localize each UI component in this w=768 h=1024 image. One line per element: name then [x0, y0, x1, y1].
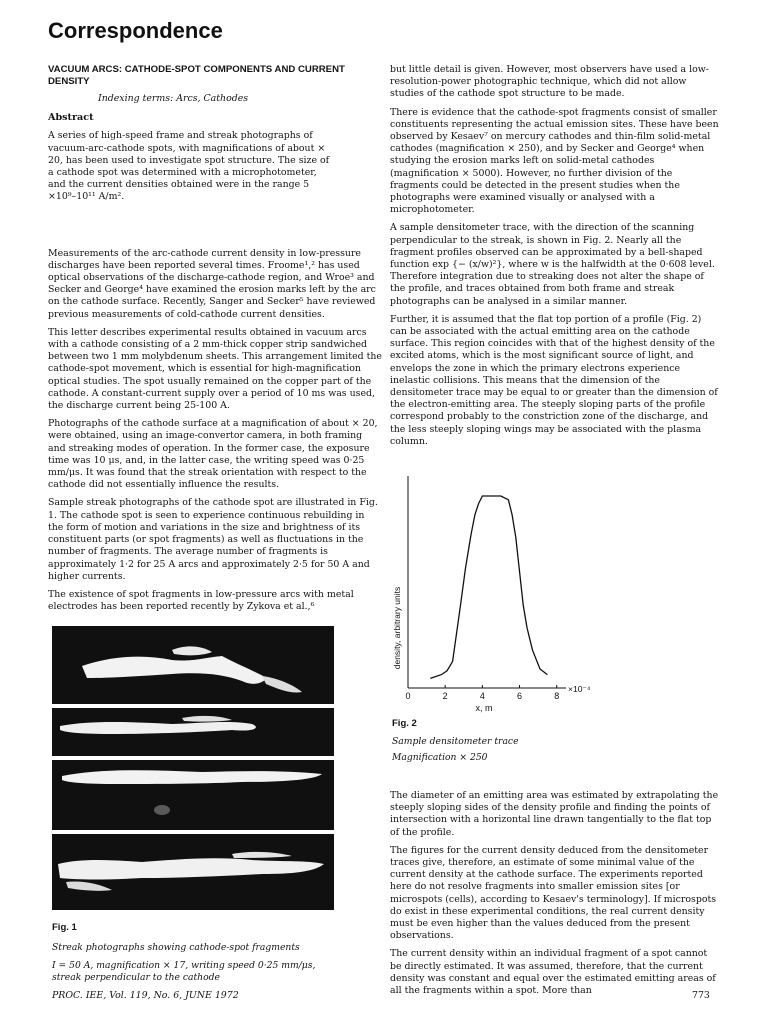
body-paragraph: Sample streak photographs of the cathode spot are illustrated in Fig. 1. The cathode spot is seen to experience continuous rebuilding in the form of motion and variations in the size and brightness of its constituent parts (or spot fragments) as well as fluctuations in the number of fragments. The average number of fragments is approximately 1·2 for 25 A arcs and approximately 2·5 for 50 A and higher currents. [48, 497, 378, 582]
body-paragraph: Measurements of the arc-cathode current density in low-pressure discharges have been reported several times. Froome¹,² has used optical observations of the discharge-cathode region, and Wroe³ and Secker and George⁴ have examined the erosion marks left by the arc on the cathode surface. Recently, Sanger and Secker⁵ have reviewed previous measurements of cold-cathode current densities. [48, 247, 376, 320]
streak-photo-1 [52, 626, 334, 704]
x-tick-label: 8 [554, 691, 560, 701]
article-title: VACUUM ARCS: CATHODE-SPOT COMPONENTS AND CURRENT DENSITY [48, 64, 345, 87]
body-paragraph: The existence of spot fragments in low-pressure arcs with metal electrodes has been reported recently by Zykova et al.,⁶ [48, 588, 354, 613]
left-column [48, 64, 382, 619]
body-paragraph: A sample densitometer trace, with the direction of the scanning perpendicular to the streak, is shown in Fig. 2. Nearly all the fragment profiles observed can be approximated by a bell-shaped function exp {− (x/w)²}, where w is the halfwidth at the 0·608 level. Therefore integration due to streaking does not alter the shape of the profile, and traces obtained from both frame and streak photographs can be analysed in a similar manner. [390, 222, 715, 307]
x-tick-label: 6 [517, 691, 523, 701]
streak-photo-2 [52, 708, 334, 756]
abstract-text: A series of high-speed frame and streak photographs of vacuum-arc-cathode spots, with magnifications of about × 20, has been used to investigate spot structure. The size of a cathode spot was determined with a microphotometer, and the current densities obtained were in the range 5 ×10⁹–10¹¹ A/m². [48, 130, 330, 203]
x-tick-label: 2 [442, 691, 448, 701]
x-tick-label: 4 [479, 691, 485, 701]
streak-photo-3 [52, 760, 334, 830]
page-number: 773 [692, 990, 710, 1001]
figure-2-subcaption: Magnification × 250 [392, 752, 488, 763]
abstract-label: Abstract [48, 112, 94, 124]
body-paragraph: but little detail is given. However, most observers have used a low-resolution-power photographic technique, which did not allow studies of the cathode spot structure to be made. [390, 64, 709, 100]
body-paragraph: The figures for the current density deduced from the densitometer traces give, therefore, an estimate of some minimal value of the current density at the cathode surface. The experiments reported here do not resolve fragments into smaller emission sites [or microspots (cells), according to Kesaev's terminology]. If microspots do exist in these experimental conditions, the real current density must be even higher than the values deduced from the present observations. [390, 844, 717, 942]
body-paragraph: Photographs of the cathode surface at a magnification of about × 20, were obtained, using an image-convertor camera, in both framing and streaking modes of operation. In the former case, the exposure time was 10 μs, and, in the latter case, the writing speed was 0·25 mm/μs. It was found that the streak orientation with respect to the cathode did not essentially influence the results. [48, 418, 378, 491]
right-column-bottom [390, 790, 720, 1003]
figure-2-label: Fig. 2 [392, 718, 417, 729]
densitometer-chart [388, 470, 618, 715]
body-paragraph: This letter describes experimental results obtained in vacuum arcs with a cathode consisting of a 2 mm-thick copper strip sandwiched between two 1 mm molybdenum sheets. This arrangement limited the cathode-spot movement, which is essential for high-magnification optical studies. The spot usually remained on the copper part of the cathode. A constant-current supply over a period of 10 ms was used, the discharge current being 25-100 A. [48, 326, 382, 412]
body-paragraph: The diameter of an emitting area was estimated by extrapolating the steeply sloping sides of the density profile and finding the points of intersection with a horizontal line drawn tangentially to the flat top of the profile. [390, 790, 719, 838]
x-axis-multiplier: ×10⁻⁴ [568, 684, 591, 694]
x-tick-label: 0 [405, 691, 411, 701]
journal-citation: PROC. IEE, Vol. 119, No. 6, JUNE 1972 [52, 990, 239, 1001]
figure-1-subcaption-line2: streak perpendicular to the cathode [52, 972, 220, 983]
right-column-top [390, 64, 720, 454]
density-trace-line [430, 496, 547, 678]
x-axis-label: x, m [475, 703, 493, 713]
figure-1-label: Fig. 1 [52, 922, 77, 933]
body-paragraph: The current density within an individual fragment of a spot cannot be directly estimated. It was assumed, therefore, that the current density was constant and equal over the estimated emitting areas of all the fragments within a spot. More than [390, 948, 716, 997]
figure-1-subcaption-line1: I = 50 A, magnification × 17, writing speed 0·25 mm/μs, [52, 960, 316, 971]
figure-1-photographs [52, 626, 334, 910]
figure-2-caption: Sample densitometer trace [392, 736, 519, 747]
figure-2 [388, 470, 618, 715]
streak-photo-4 [52, 834, 334, 910]
body-paragraph: Further, it is assumed that the flat top portion of a profile (Fig. 2) can be associated with the actual emitting area on the cathode surface. This region coincides with that of the highest density of the excited atoms, which is the most significant source of light, and envelops the zone in which the primary electrons experience inelastic collisions. This means that the dimension of the densitometer trace may be equal to or greater than the dimension of the electron-emitting area. The steeply sloping parts of the profile correspond probably to the constriction zone of the discharge, and the less steeply sloping wings may be associated with the plasma column. [390, 313, 718, 447]
indexing-terms: Indexing terms: Arcs, Cathodes [98, 93, 249, 104]
body-paragraph: There is evidence that the cathode-spot fragments consist of smaller constituents representing the actual emission sites. These have been observed by Kesaev⁷ on mercury cathodes and thin-film solid-metal cathodes (magnification × 250), and by Secker and George⁴ when studying the erosion marks left on solid-metal cathodes (magnification × 5000). However, no further division of the fragments could be detected in the present studies when the photographs were examined visually or analysed with a microphotometer. [390, 106, 719, 216]
y-axis-label: density, arbitrary units [392, 586, 402, 670]
section-heading: Correspondence [48, 18, 223, 43]
figure-1-caption: Streak photographs showing cathode-spot fragments [52, 942, 300, 953]
